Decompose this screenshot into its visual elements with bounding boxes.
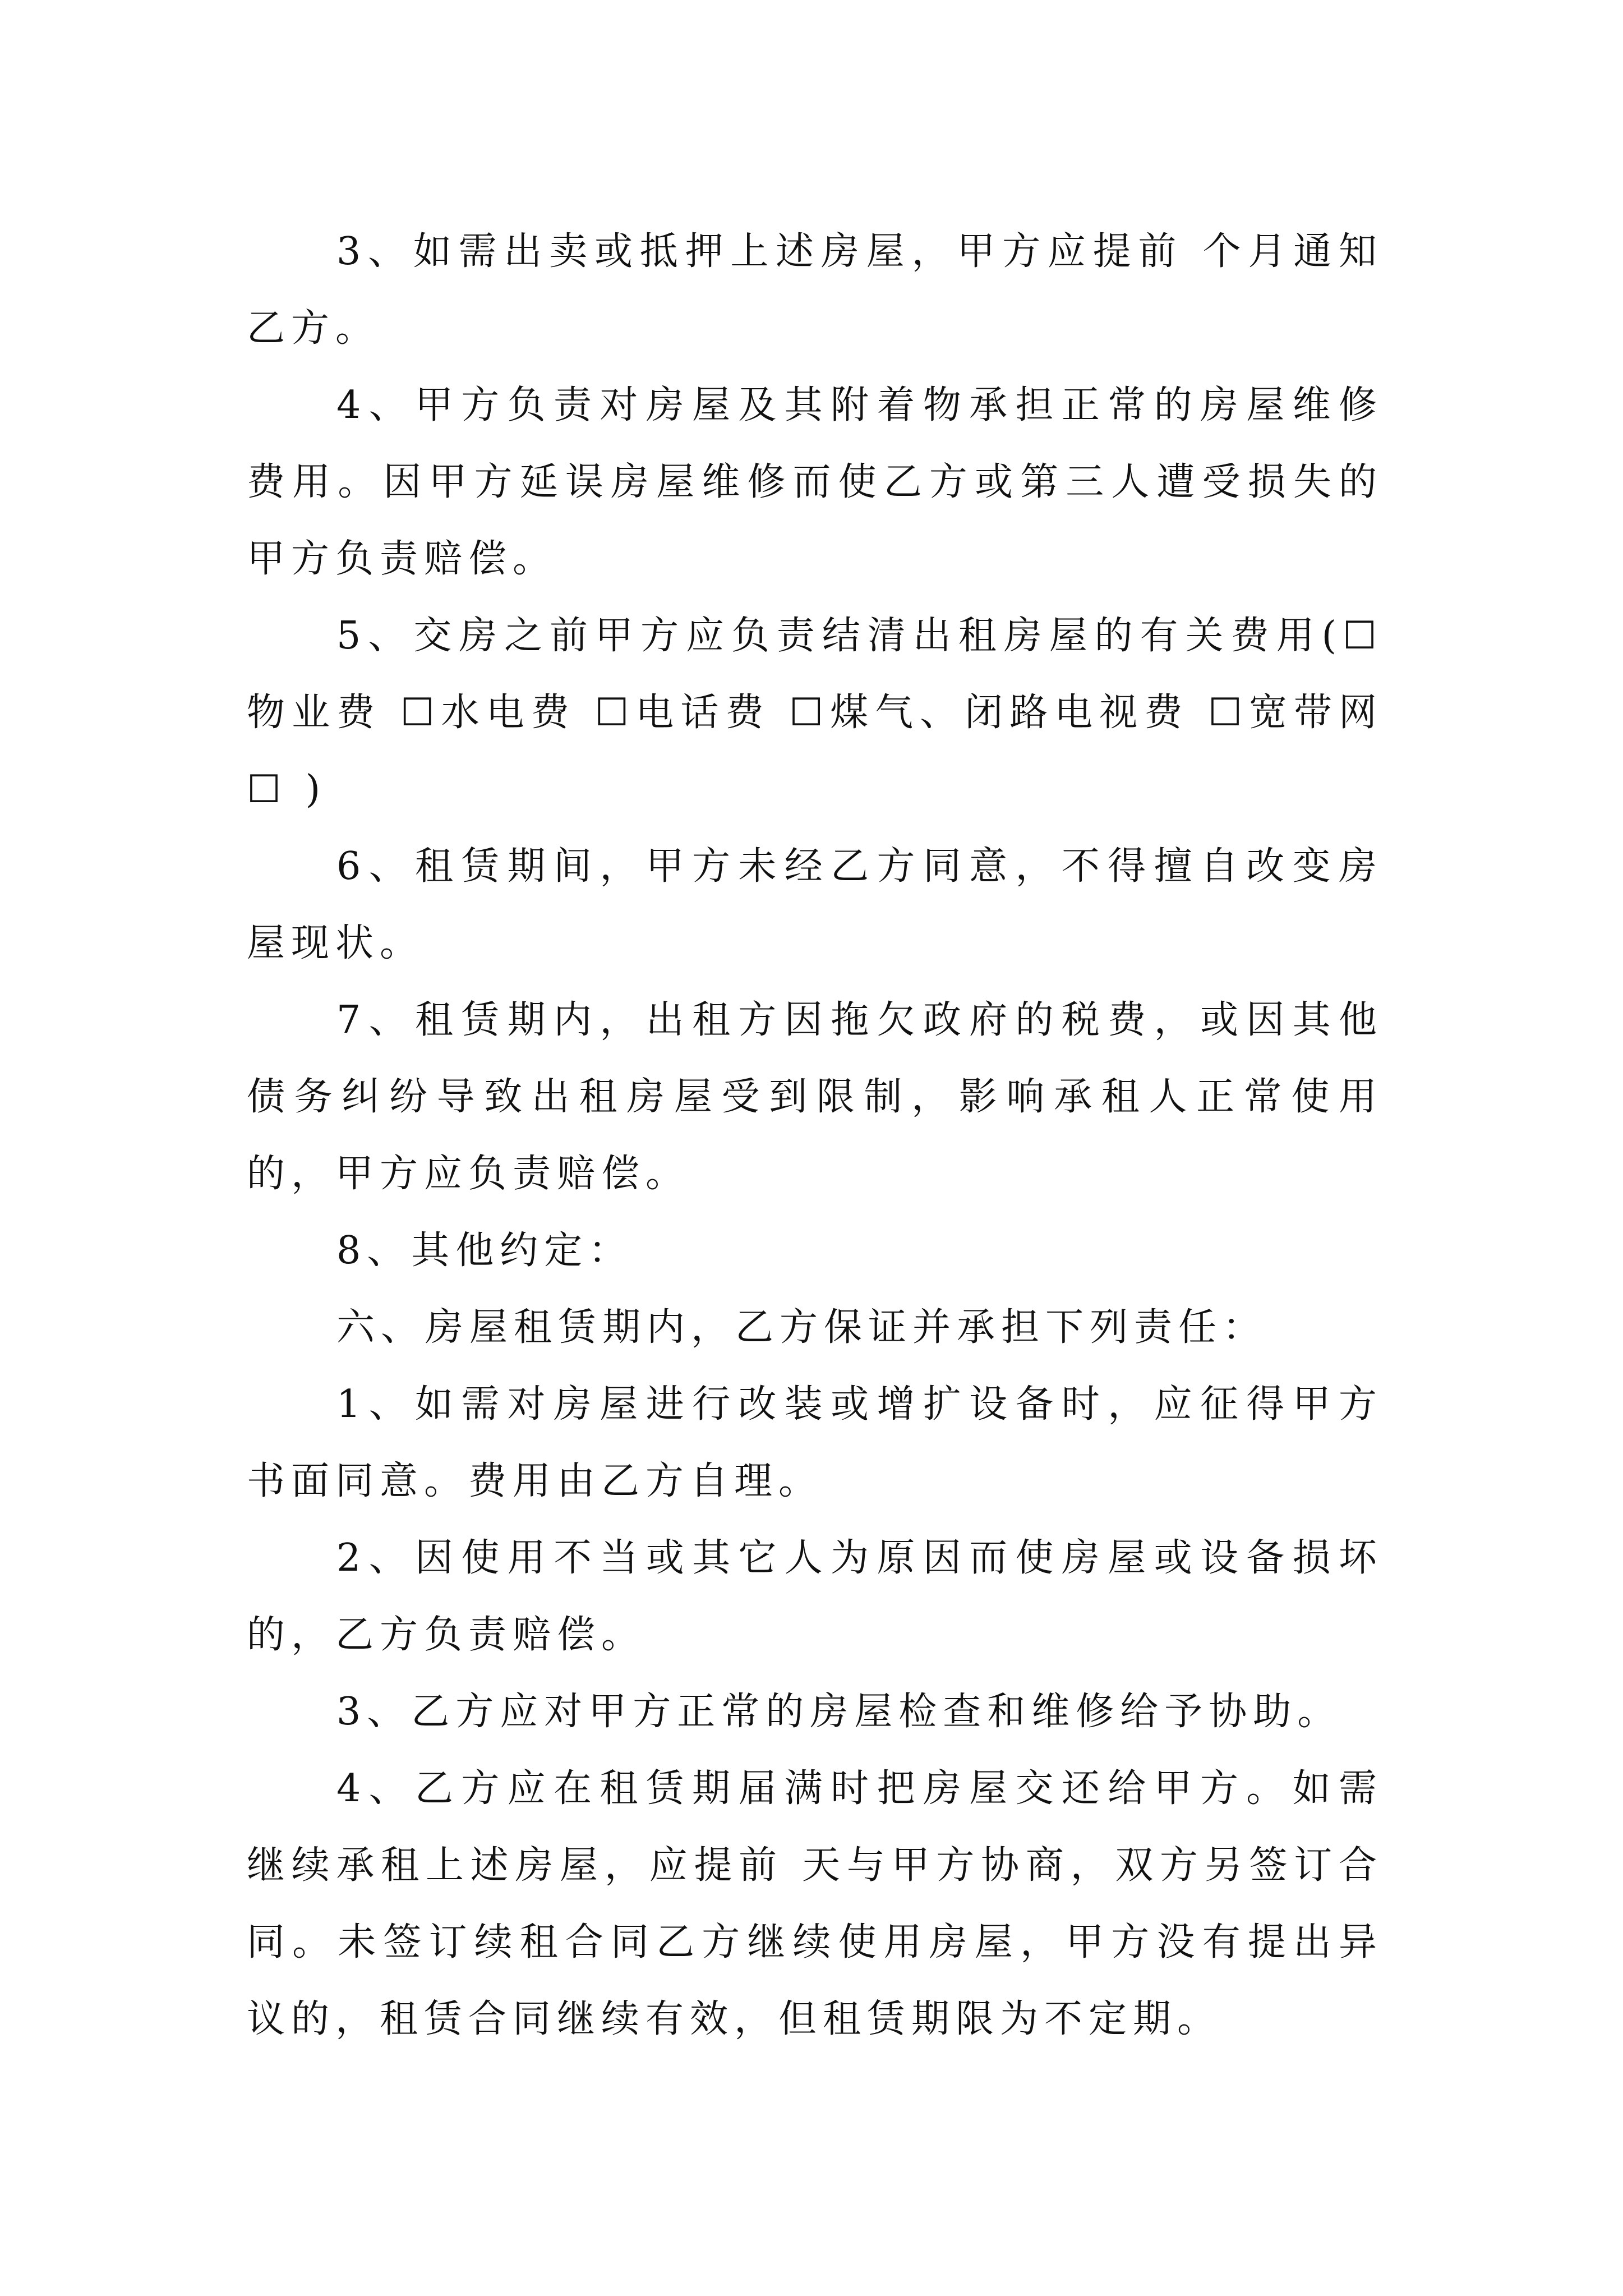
clause-paragraph: 4、甲方负责对房屋及其附着物承担正常的房屋维修费用。因甲方延误房屋维修而使乙方或第三人遭受损失的甲方负责赔偿。 <box>247 383 1383 581</box>
clause-paragraph: 3、乙方应对甲方正常的房屋检查和维修给予协助。 <box>336 1690 1342 1734</box>
clause-paragraph: 3、如需出卖或抵押上述房屋，甲方应提前 个月通知乙方。 <box>247 229 1383 351</box>
section-heading: 六、房屋租赁期内，乙方保证并承担下列责任： <box>336 1305 1267 1350</box>
clause-paragraph: 2、因使用不当或其它人为原因而使房屋或设备损坏的，乙方负责赔偿。 <box>247 1536 1383 1657</box>
clause-paragraph: 5、交房之前甲方应负责结清出租房屋的有关费用(☐物业费 ☐水电费 ☐电话费 ☐煤气、闭路电视费 ☐宽带网 ☐ ) <box>247 614 1383 812</box>
clause-paragraph: 1、如需对房屋进行改装或增扩设备时，应征得甲方书面同意。费用由乙方自理。 <box>247 1382 1383 1503</box>
clause-paragraph: 4、乙方应在租赁期届满时把房屋交还给甲方。如需继续承租上述房屋，应提前 天与甲方协商，双方另签订合同。未签订续租合同乙方继续使用房屋，甲方没有提出异议的，租赁合同继续有效，但租赁期限为不定期。 <box>247 1766 1383 2041</box>
clause-paragraph: 7、租赁期内，出租方因拖欠政府的税费，或因其他债务纠纷导致出租房屋受到限制，影响承租人正常使用的，甲方应负责赔偿。 <box>247 998 1383 1196</box>
clause-paragraph: 8、其他约定： <box>336 1228 633 1273</box>
clause-paragraph: 6、租赁期间，甲方未经乙方同意，不得擅自改变房屋现状。 <box>247 844 1383 965</box>
document-body <box>247 213 1383 2058</box>
